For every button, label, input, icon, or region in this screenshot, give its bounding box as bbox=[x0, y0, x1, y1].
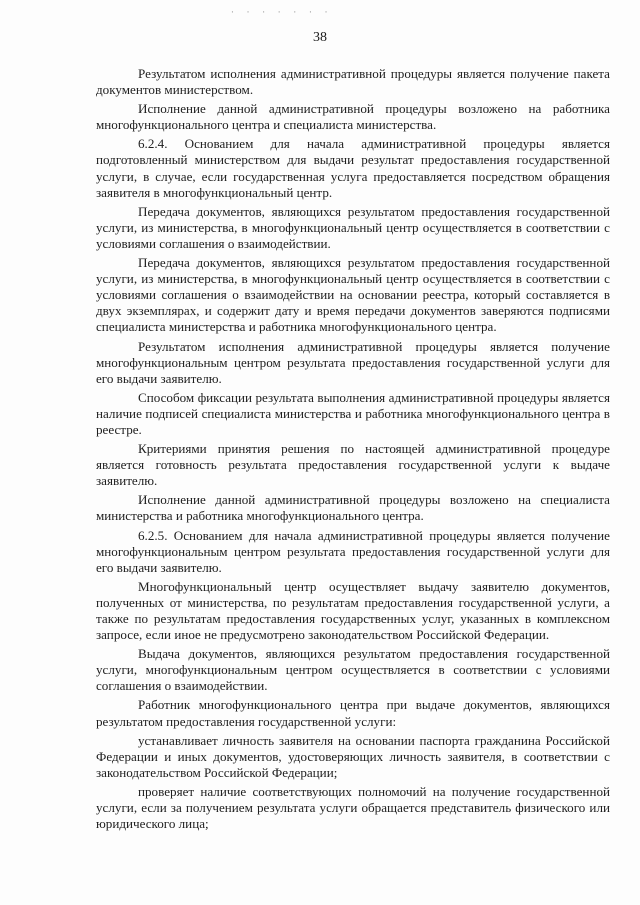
paragraph: Исполнение данной административной процедуры возложено на работника многофункционального центра и специалиста министерства. bbox=[96, 101, 610, 133]
page-number: 38 bbox=[313, 30, 327, 45]
paragraph: Исполнение данной административной процедуры возложено на специалиста министерства и работника многофункционального центра. bbox=[96, 492, 610, 524]
paragraph: Результатом исполнения административной процедуры является получение многофункциональным центром результата предоставления государственной услуги для его выдачи заявителю. bbox=[96, 338, 610, 386]
paragraph: Выдача документов, являющихся результатом предоставления государственной услуги, многофункциональным центром осуществляется в соответствии с условиями соглашения о взаимодействии. bbox=[96, 646, 610, 694]
scan-artifact: · · · · · · · bbox=[230, 8, 332, 17]
paragraph: 6.2.4. Основанием для начала административной процедуры является подготовленный министерством для выдачи результат предоставления государственной услуги, в случае, если государственная услуга предоставляется посредством обращения заявителя в многофункциональный центр. bbox=[96, 136, 610, 200]
paragraph: проверяет наличие соответствующих полномочий на получение государственной услуги, если за получением результата услуги обращается представитель физического или юридического лица; bbox=[96, 783, 610, 832]
document-body bbox=[96, 66, 610, 832]
paragraph: Передача документов, являющихся результатом предоставления государственной услуги, из министерства, в многофункциональный центр осуществляется в соответствии с условиями соглашения о взаимодействии. bbox=[96, 203, 610, 251]
paragraph: Многофункциональный центр осуществляет выдачу заявителю документов, полученных от министерства, по результатам предоставления государственной услуги, а также по результатам предоставления государственных услуг, указанных в комплексном запросе, если иное не предусмотрено законодательством Российской Федерации. bbox=[96, 578, 610, 643]
paragraph: устанавливает личность заявителя на основании паспорта гражданина Российской Федерации и иных документов, удостоверяющих личность заявителя, в соответствии с законодательством Российской Федерации; bbox=[96, 732, 610, 780]
paragraph: 6.2.5. Основанием для начала административной процедуры является получение многофункциональным центром результата предоставления государственной услуги для его выдачи заявителю. bbox=[96, 527, 610, 575]
paragraph: Способом фиксации результата выполнения административной процедуры является наличие подписей специалиста министерства и работника многофункционального центра в реестре. bbox=[96, 389, 610, 437]
paragraph: Передача документов, являющихся результатом предоставления государственной услуги, из министерства, в многофункциональный центр осуществляется в соответствии с условиями соглашения о взаимодействии на основании реестра, который составляется в двух экземплярах, и содержит дату и время передачи документов заверяются подписями специалиста министерства и работника многофункционального центра. bbox=[96, 255, 610, 335]
paragraph: Работник многофункционального центра при выдаче документов, являющихся результатом предоставления государственной услуги: bbox=[96, 697, 610, 729]
paragraph: Результатом исполнения административной процедуры является получение пакета документов министерством. bbox=[96, 66, 610, 98]
paragraph: Критериями принятия решения по настоящей административной процедуре является готовность результата предоставления государственной услуги к выдаче заявителю. bbox=[96, 441, 610, 489]
